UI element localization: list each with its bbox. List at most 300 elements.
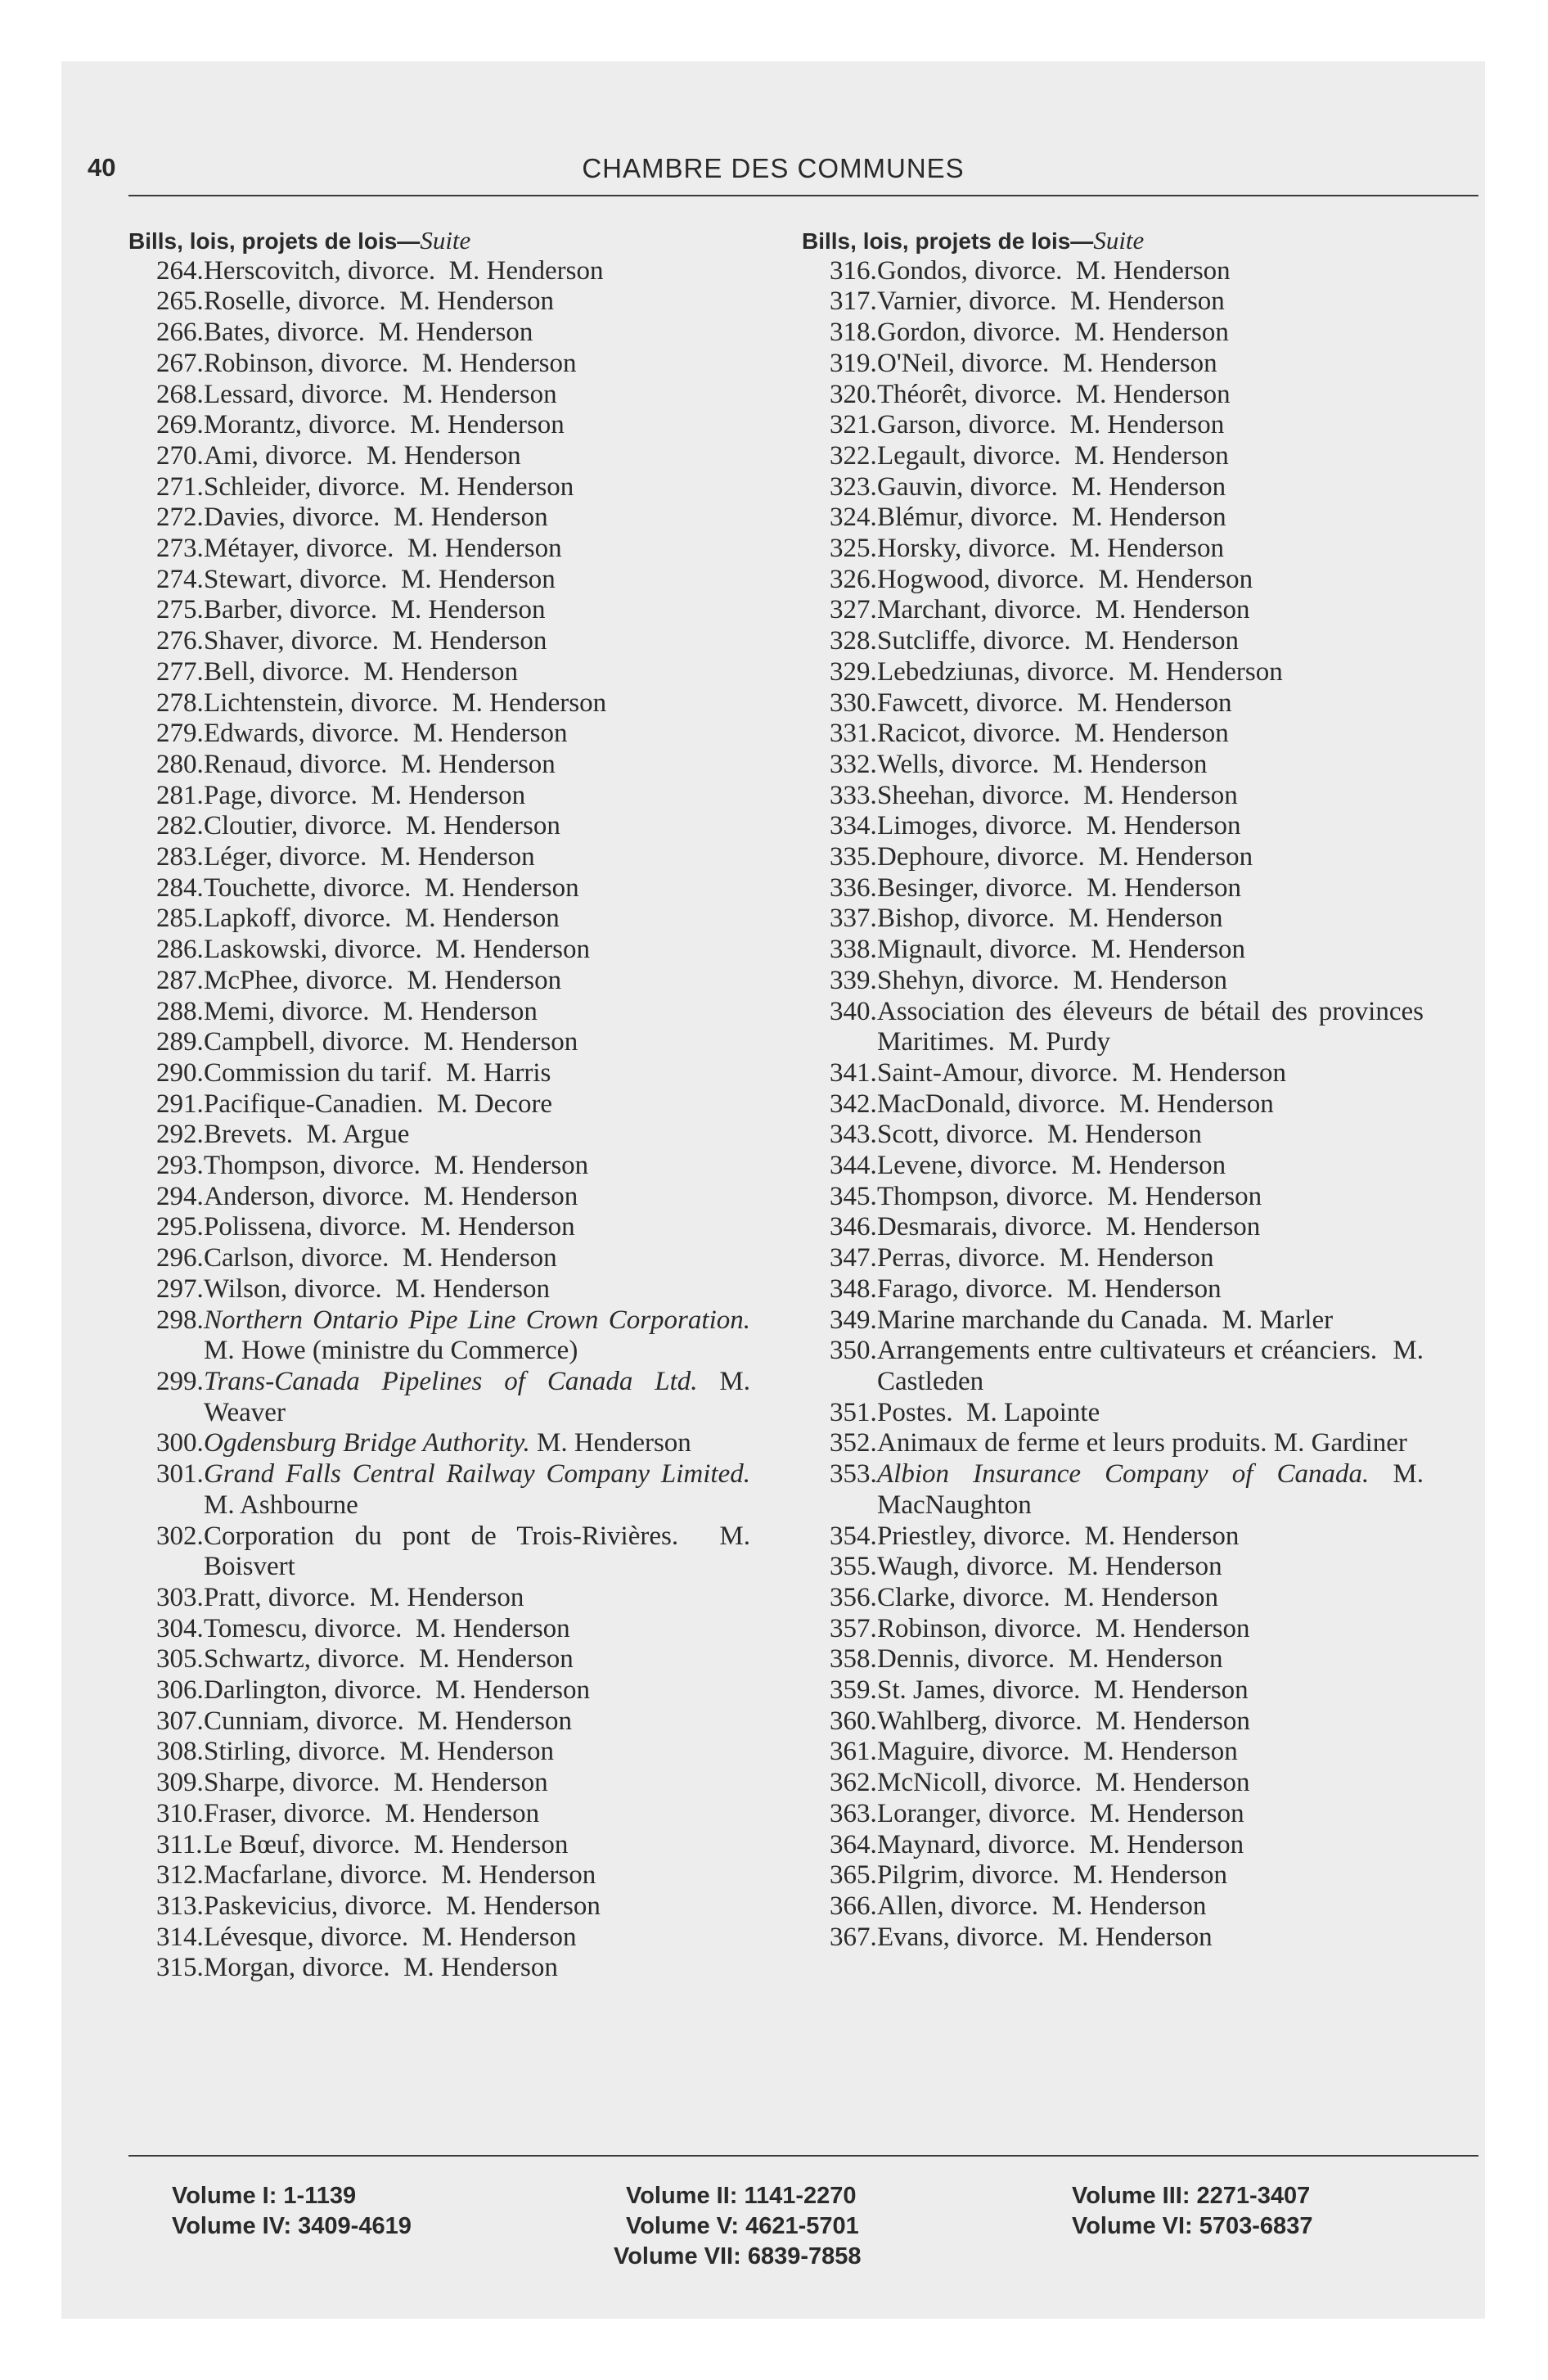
bill-number: 337. <box>830 904 877 934</box>
bill-entry <box>128 1891 750 1922</box>
bill-entry <box>128 441 750 472</box>
bill-sponsor-text: Bishop, divorce. M. Henderson <box>877 904 1223 934</box>
bill-number: 295. <box>156 1212 204 1242</box>
bill-text <box>204 1799 750 1830</box>
bill-number: 358. <box>830 1644 877 1675</box>
bill-number: 274. <box>156 564 204 594</box>
bill-sponsor-text: Bates, divorce. M. Henderson <box>204 318 533 348</box>
bill-number: 318. <box>830 318 877 348</box>
bill-text <box>877 750 1424 781</box>
volume-4: Volume IV: 3409-4619 <box>172 2213 412 2239</box>
bill-sponsor-text: Association des éleveurs de bétail des provinces Maritimes. M. Purdy <box>877 996 1431 1057</box>
bill-entry <box>802 1891 1424 1922</box>
bill-number: 293. <box>156 1151 204 1181</box>
bill-text <box>204 286 750 318</box>
bill-sponsor-text: Loranger, divorce. M. Henderson <box>877 1798 1244 1828</box>
bill-number: 309. <box>156 1768 204 1798</box>
bill-sponsor-text: Horsky, divorce. M. Henderson <box>877 534 1225 564</box>
bill-number: 307. <box>156 1706 204 1736</box>
bill-text <box>204 935 750 966</box>
bill-number: 360. <box>830 1706 877 1736</box>
bill-text <box>877 1151 1424 1182</box>
footer-rule <box>128 2155 1478 2157</box>
bill-text <box>204 1521 758 1583</box>
bill-text <box>204 380 750 411</box>
bill-text <box>877 1428 1424 1459</box>
bill-sponsor-text: Pacifique-Canadien. M. Decore <box>204 1089 553 1119</box>
bill-entry <box>128 935 750 966</box>
right-heading-text: Bills, lois, projets de lois— <box>802 228 1094 254</box>
bill-entry <box>802 1706 1424 1738</box>
bill-entry <box>802 688 1424 719</box>
bill-text <box>204 1768 750 1799</box>
bill-text <box>204 1027 750 1058</box>
bill-sponsor-text: Waugh, divorce. M. Henderson <box>877 1552 1222 1582</box>
bill-number: 277. <box>156 656 204 687</box>
bill-text <box>877 935 1424 966</box>
bill-sponsor-text: Bell, divorce. M. Henderson <box>204 656 518 687</box>
volume-1: Volume I: 1-1139 <box>172 2183 357 2209</box>
bill-entry <box>128 842 750 873</box>
bill-entry <box>128 1243 750 1274</box>
bill-entry <box>802 1089 1424 1120</box>
bill-sponsor-text: M. Weaver <box>204 1367 757 1427</box>
bill-number: 324. <box>830 503 877 533</box>
bill-sponsor-text: Wilson, divorce. M. Henderson <box>204 1273 551 1304</box>
bill-number: 331. <box>830 719 877 749</box>
bill-entry <box>802 781 1424 812</box>
bill-text <box>204 1922 750 1954</box>
bill-entry <box>802 565 1424 596</box>
bill-text <box>204 1212 750 1243</box>
bill-sponsor-text: Shaver, divorce. M. Henderson <box>204 626 547 656</box>
bill-sponsor-text: Memi, divorce. M. Henderson <box>204 996 538 1026</box>
bill-text <box>204 1243 750 1274</box>
bill-text <box>877 595 1424 626</box>
bill-number: 364. <box>830 1829 877 1859</box>
bill-text <box>877 1058 1424 1089</box>
bill-sponsor-text: Evans, divorce. M. Henderson <box>877 1922 1213 1952</box>
bill-entry <box>802 1552 1424 1583</box>
bill-entry <box>802 1675 1424 1706</box>
bill-number: 306. <box>156 1675 204 1706</box>
bill-sponsor-text: Clarke, divorce. M. Henderson <box>877 1582 1218 1612</box>
bill-entry <box>802 410 1424 441</box>
bill-entry <box>802 904 1424 935</box>
page-number: 40 <box>88 153 116 182</box>
bill-text <box>877 565 1424 596</box>
bill-entry <box>802 1768 1424 1799</box>
bill-text <box>204 472 750 503</box>
bill-sponsor-text: Sharpe, divorce. M. Henderson <box>204 1768 548 1798</box>
bill-number: 297. <box>156 1273 204 1304</box>
bill-text <box>877 1212 1424 1243</box>
bill-number: 281. <box>156 780 204 810</box>
bill-text <box>877 688 1424 719</box>
bill-entry <box>128 1799 750 1830</box>
bill-sponsor-text: Legault, divorce. M. Henderson <box>877 440 1229 471</box>
bill-entry <box>128 286 750 318</box>
left-heading-text: Bills, lois, projets de lois— <box>128 228 421 254</box>
bill-entry <box>128 873 750 904</box>
bill-text <box>204 534 750 565</box>
volume-5: Volume V: 4621-5701 <box>626 2213 859 2239</box>
bill-sponsor-text: Darlington, divorce. M. Henderson <box>204 1675 590 1706</box>
bill-entry <box>802 1398 1424 1429</box>
bill-number: 314. <box>156 1922 204 1952</box>
bill-entry <box>802 1521 1424 1553</box>
bill-entry <box>802 873 1424 904</box>
bill-text <box>877 286 1424 318</box>
bill-text <box>204 318 750 349</box>
bill-entry <box>802 534 1424 565</box>
bill-text <box>204 1583 750 1614</box>
bill-entry <box>802 472 1424 503</box>
bill-entry <box>802 811 1424 842</box>
bill-entry <box>802 1830 1424 1861</box>
bill-number: 284. <box>156 872 204 903</box>
bill-sponsor-text: Wahlberg, divorce. M. Henderson <box>877 1706 1250 1736</box>
bill-text <box>204 1860 750 1891</box>
bill-sponsor-text: Roselle, divorce. M. Henderson <box>204 286 554 317</box>
bill-entry <box>802 1243 1424 1274</box>
bill-number: 353. <box>830 1459 877 1490</box>
bill-sponsor-text: Stirling, divorce. M. Henderson <box>204 1737 555 1767</box>
bill-entry <box>128 1058 750 1089</box>
bill-sponsor-text: Shehyn, divorce. M. Henderson <box>877 965 1228 995</box>
volume-3: Volume III: 2271-3407 <box>1072 2183 1311 2209</box>
bill-sponsor-text: O'Neil, divorce. M. Henderson <box>877 348 1217 378</box>
bill-text <box>877 380 1424 411</box>
bill-entry <box>128 1120 750 1151</box>
bill-text <box>204 688 750 719</box>
bill-text <box>877 904 1424 935</box>
bill-entry <box>128 688 750 719</box>
bill-number: 273. <box>156 534 204 564</box>
bill-text <box>877 256 1424 287</box>
bill-text <box>204 1953 750 1984</box>
left-heading-suite: Suite <box>420 226 471 255</box>
bill-sponsor-text: M. Henderson <box>529 1428 691 1458</box>
bill-sponsor-text: Maynard, divorce. M. Henderson <box>877 1829 1244 1859</box>
bill-sponsor-text: Pilgrim, divorce. M. Henderson <box>877 1860 1228 1891</box>
bill-number: 312. <box>156 1860 204 1891</box>
bill-entry <box>128 750 750 781</box>
bill-number: 264. <box>156 255 204 286</box>
bill-number: 356. <box>830 1582 877 1612</box>
bill-sponsor-text: Tomescu, divorce. M. Henderson <box>204 1613 570 1643</box>
bill-sponsor-text: Anderson, divorce. M. Henderson <box>204 1181 578 1211</box>
bill-entry <box>802 1274 1424 1305</box>
bill-entry <box>802 1428 1424 1459</box>
bill-text <box>877 873 1424 904</box>
right-entry-list <box>802 255 1431 1954</box>
bill-number: 330. <box>830 687 877 718</box>
bill-sponsor-text: Robinson, divorce. M. Henderson <box>204 348 577 378</box>
bill-sponsor-text: Farago, divorce. M. Henderson <box>877 1273 1222 1304</box>
bill-text <box>204 1274 750 1305</box>
bill-number: 319. <box>830 348 877 378</box>
bill-text <box>877 1120 1424 1151</box>
bill-sponsor-text: Besinger, divorce. M. Henderson <box>877 872 1241 903</box>
bill-title-italic: Ogdensburg Bridge Authority. <box>204 1428 530 1458</box>
bill-number: 359. <box>830 1675 877 1706</box>
bill-number: 271. <box>156 471 204 502</box>
bill-sponsor-text: Racicot, divorce. M. Henderson <box>877 719 1229 749</box>
bill-number: 366. <box>830 1891 877 1921</box>
bill-text <box>204 1120 750 1151</box>
bill-number: 290. <box>156 1057 204 1088</box>
bill-text <box>877 1922 1424 1954</box>
bill-text <box>204 441 750 472</box>
bill-text <box>204 750 750 781</box>
bill-text <box>204 781 750 812</box>
bill-number: 270. <box>156 440 204 471</box>
bill-entry <box>128 657 750 688</box>
left-column <box>128 225 758 1984</box>
bill-entry <box>802 1459 1431 1521</box>
bill-sponsor-text: Sutcliffe, divorce. M. Henderson <box>877 626 1240 656</box>
bill-entry <box>802 1860 1424 1891</box>
bill-number: 301. <box>156 1459 204 1490</box>
bill-number: 345. <box>830 1181 877 1211</box>
bill-text <box>204 997 750 1028</box>
bill-entry <box>128 781 750 812</box>
bill-entry <box>802 1644 1424 1675</box>
bill-text <box>204 1151 750 1182</box>
bill-number: 305. <box>156 1644 204 1675</box>
bill-entry <box>128 1768 750 1799</box>
bill-text <box>204 657 750 688</box>
bill-entry <box>802 1058 1424 1089</box>
bill-text <box>877 1552 1424 1583</box>
bill-sponsor-text: McPhee, divorce. M. Henderson <box>204 965 562 995</box>
bill-sponsor-text: Arrangements entre cultivateurs et créanciers. M. Castleden <box>877 1336 1431 1396</box>
bill-sponsor-text: Dennis, divorce. M. Henderson <box>877 1644 1223 1675</box>
bill-sponsor-text: Levene, divorce. M. Henderson <box>877 1151 1226 1181</box>
bill-text <box>204 1459 758 1521</box>
bill-number: 350. <box>830 1336 877 1366</box>
bill-number: 343. <box>830 1120 877 1150</box>
bill-text <box>204 1706 750 1738</box>
bill-sponsor-text: Commission du tarif. M. Harris <box>204 1057 551 1088</box>
bill-number: 289. <box>156 1027 204 1057</box>
bill-sponsor-text: Thompson, divorce. M. Henderson <box>877 1181 1262 1211</box>
bill-sponsor-text: Marchant, divorce. M. Henderson <box>877 595 1250 625</box>
bill-entry <box>128 1367 757 1428</box>
bill-entry <box>128 1922 750 1954</box>
bill-sponsor-text: Renaud, divorce. M. Henderson <box>204 749 556 779</box>
bill-entry <box>802 1737 1424 1768</box>
bill-sponsor-text: Le Bœuf, divorce. M. Henderson <box>204 1829 569 1859</box>
right-column <box>802 225 1431 1953</box>
bill-entry <box>128 534 750 565</box>
bill-sponsor-text: Lapkoff, divorce. M. Henderson <box>204 904 560 934</box>
bill-number: 328. <box>830 626 877 656</box>
bill-number: 346. <box>830 1212 877 1242</box>
bill-number: 280. <box>156 749 204 779</box>
bill-text <box>204 1830 750 1861</box>
bill-sponsor-text: M. MacNaughton <box>877 1459 1431 1520</box>
bill-sponsor-text: Limoges, divorce. M. Henderson <box>877 811 1241 841</box>
bill-number: 329. <box>830 656 877 687</box>
bill-entry <box>802 441 1424 472</box>
bill-title-italic: Albion Insurance Company of Canada. <box>877 1459 1370 1490</box>
bill-number: 352. <box>830 1428 877 1458</box>
bill-text <box>877 1459 1431 1521</box>
bill-text <box>877 349 1424 380</box>
bill-text <box>877 1089 1424 1120</box>
bill-text <box>877 1305 1424 1336</box>
bill-sponsor-text: Robinson, divorce. M. Henderson <box>877 1613 1250 1643</box>
bill-sponsor-text: M. Ashbourne <box>204 1459 758 1520</box>
bill-number: 303. <box>156 1582 204 1612</box>
bill-sponsor-text: Animaux de ferme et leurs produits. M. Gardiner <box>877 1428 1407 1458</box>
bill-text <box>204 1058 750 1089</box>
bill-entry <box>128 503 750 534</box>
bill-number: 311. <box>156 1829 203 1859</box>
bill-number: 335. <box>830 842 877 872</box>
bill-number: 287. <box>156 965 204 995</box>
bill-text <box>204 1891 750 1922</box>
bill-sponsor-text: Paskevicius, divorce. M. Henderson <box>204 1891 601 1921</box>
bill-number: 302. <box>156 1521 204 1551</box>
bill-sponsor-text: Pratt, divorce. M. Henderson <box>204 1582 524 1612</box>
bill-sponsor-text: Campbell, divorce. M. Henderson <box>204 1027 578 1057</box>
bill-entry <box>128 1737 750 1768</box>
bill-text <box>877 1860 1424 1891</box>
bill-text <box>204 811 750 842</box>
bill-text <box>204 1428 750 1459</box>
bill-sponsor-text: Fawcett, divorce. M. Henderson <box>877 687 1232 718</box>
page-title: CHAMBRE DES COMMUNES <box>582 153 965 183</box>
bill-entry <box>128 1182 750 1213</box>
bill-text <box>877 441 1424 472</box>
bill-sponsor-text: Brevets. M. Argue <box>204 1120 410 1150</box>
bill-number: 349. <box>830 1305 877 1335</box>
bill-number: 321. <box>830 410 877 440</box>
bill-sponsor-text: Allen, divorce. M. Henderson <box>877 1891 1207 1921</box>
bill-sponsor-text: Gondos, divorce. M. Henderson <box>877 255 1231 286</box>
bill-number: 317. <box>830 286 877 317</box>
bill-sponsor-text: Hogwood, divorce. M. Henderson <box>877 564 1253 594</box>
bill-sponsor-text: Davies, divorce. M. Henderson <box>204 503 548 533</box>
bill-sponsor-text: Polissena, divorce. M. Henderson <box>204 1212 575 1242</box>
bill-text <box>204 1305 758 1367</box>
bill-number: 265. <box>156 286 204 317</box>
bill-number: 316. <box>830 255 877 286</box>
bill-entry <box>128 1459 758 1521</box>
bill-sponsor-text: St. James, divorce. M. Henderson <box>877 1675 1249 1706</box>
bill-text <box>204 966 750 997</box>
bill-sponsor-text: Schwartz, divorce. M. Henderson <box>204 1644 574 1675</box>
bill-number: 362. <box>830 1768 877 1798</box>
bill-number: 354. <box>830 1521 877 1551</box>
bill-text <box>877 1398 1424 1429</box>
bill-entry <box>128 410 750 441</box>
bill-entry <box>802 966 1424 997</box>
bill-number: 333. <box>830 780 877 810</box>
bill-sponsor-text: Wells, divorce. M. Henderson <box>877 749 1208 779</box>
bill-sponsor-text: Sheehan, divorce. M. Henderson <box>877 780 1238 810</box>
bill-entry <box>802 256 1424 287</box>
bill-number: 367. <box>830 1922 877 1952</box>
bill-number: 348. <box>830 1273 877 1304</box>
bill-sponsor-text: Laskowski, divorce. M. Henderson <box>204 935 590 965</box>
bill-title-italic: Northern Ontario Pipe Line Crown Corporation. <box>204 1305 750 1335</box>
right-column-heading <box>802 225 1424 256</box>
bill-number: 299. <box>156 1367 204 1396</box>
bill-sponsor-text: Cloutier, divorce. M. Henderson <box>204 811 560 841</box>
bill-text <box>204 719 750 750</box>
bill-sponsor-text: Stewart, divorce. M. Henderson <box>204 564 556 594</box>
bill-text <box>877 996 1431 1058</box>
bill-text <box>877 1799 1424 1830</box>
bill-sponsor-text: Touchette, divorce. M. Henderson <box>204 872 579 903</box>
bill-sponsor-text: Varnier, divorce. M. Henderson <box>877 286 1225 317</box>
bill-entry <box>802 1614 1424 1645</box>
bill-number: 357. <box>830 1613 877 1643</box>
bill-text <box>877 626 1424 657</box>
bill-text <box>204 565 750 596</box>
bill-entry <box>128 1089 750 1120</box>
bill-text <box>204 1675 750 1706</box>
bill-number: 268. <box>156 379 204 409</box>
bill-sponsor-text: MacDonald, divorce. M. Henderson <box>877 1089 1274 1119</box>
bill-text <box>877 842 1424 873</box>
bill-sponsor-text: Postes. M. Lapointe <box>877 1397 1100 1427</box>
bill-sponsor-text: Cunniam, divorce. M. Henderson <box>204 1706 572 1736</box>
bill-entry <box>802 1212 1424 1243</box>
bill-entry <box>128 380 750 411</box>
bill-entry <box>128 626 750 657</box>
bill-entry <box>128 595 750 626</box>
bill-text <box>877 1243 1424 1274</box>
bill-sponsor-text: Perras, divorce. M. Henderson <box>877 1243 1214 1273</box>
bill-sponsor-text: Edwards, divorce. M. Henderson <box>204 719 568 749</box>
bill-number: 272. <box>156 503 204 533</box>
bill-number: 341. <box>830 1057 877 1088</box>
bill-sponsor-text: Schleider, divorce. M. Henderson <box>204 471 574 502</box>
bill-text <box>877 1614 1424 1645</box>
bill-entry <box>128 349 750 380</box>
bill-entry <box>128 997 750 1028</box>
bill-entry <box>128 1151 750 1182</box>
bill-number: 308. <box>156 1737 204 1767</box>
bill-entry <box>128 1212 750 1243</box>
bill-entry <box>802 503 1424 534</box>
bill-text <box>204 256 750 287</box>
bill-sponsor-text: Barber, divorce. M. Henderson <box>204 595 546 625</box>
bill-sponsor-text: Lichtenstein, divorce. M. Henderson <box>204 687 607 718</box>
bill-entry <box>802 1922 1424 1954</box>
bill-number: 275. <box>156 595 204 625</box>
bill-number: 325. <box>830 534 877 564</box>
bill-entry <box>128 1675 750 1706</box>
bill-text <box>877 1274 1424 1305</box>
bill-entry <box>128 1706 750 1738</box>
volume-6: Volume VI: 5703-6837 <box>1072 2213 1313 2239</box>
bill-number: 347. <box>830 1243 877 1273</box>
bill-entry <box>802 626 1424 657</box>
bill-entry <box>128 719 750 750</box>
bill-number: 304. <box>156 1613 204 1643</box>
bill-number: 323. <box>830 471 877 502</box>
volume-7: Volume VII: 6839-7858 <box>614 2243 862 2270</box>
bill-entry <box>128 1428 750 1459</box>
bill-text <box>877 472 1424 503</box>
bill-text <box>204 1614 750 1645</box>
